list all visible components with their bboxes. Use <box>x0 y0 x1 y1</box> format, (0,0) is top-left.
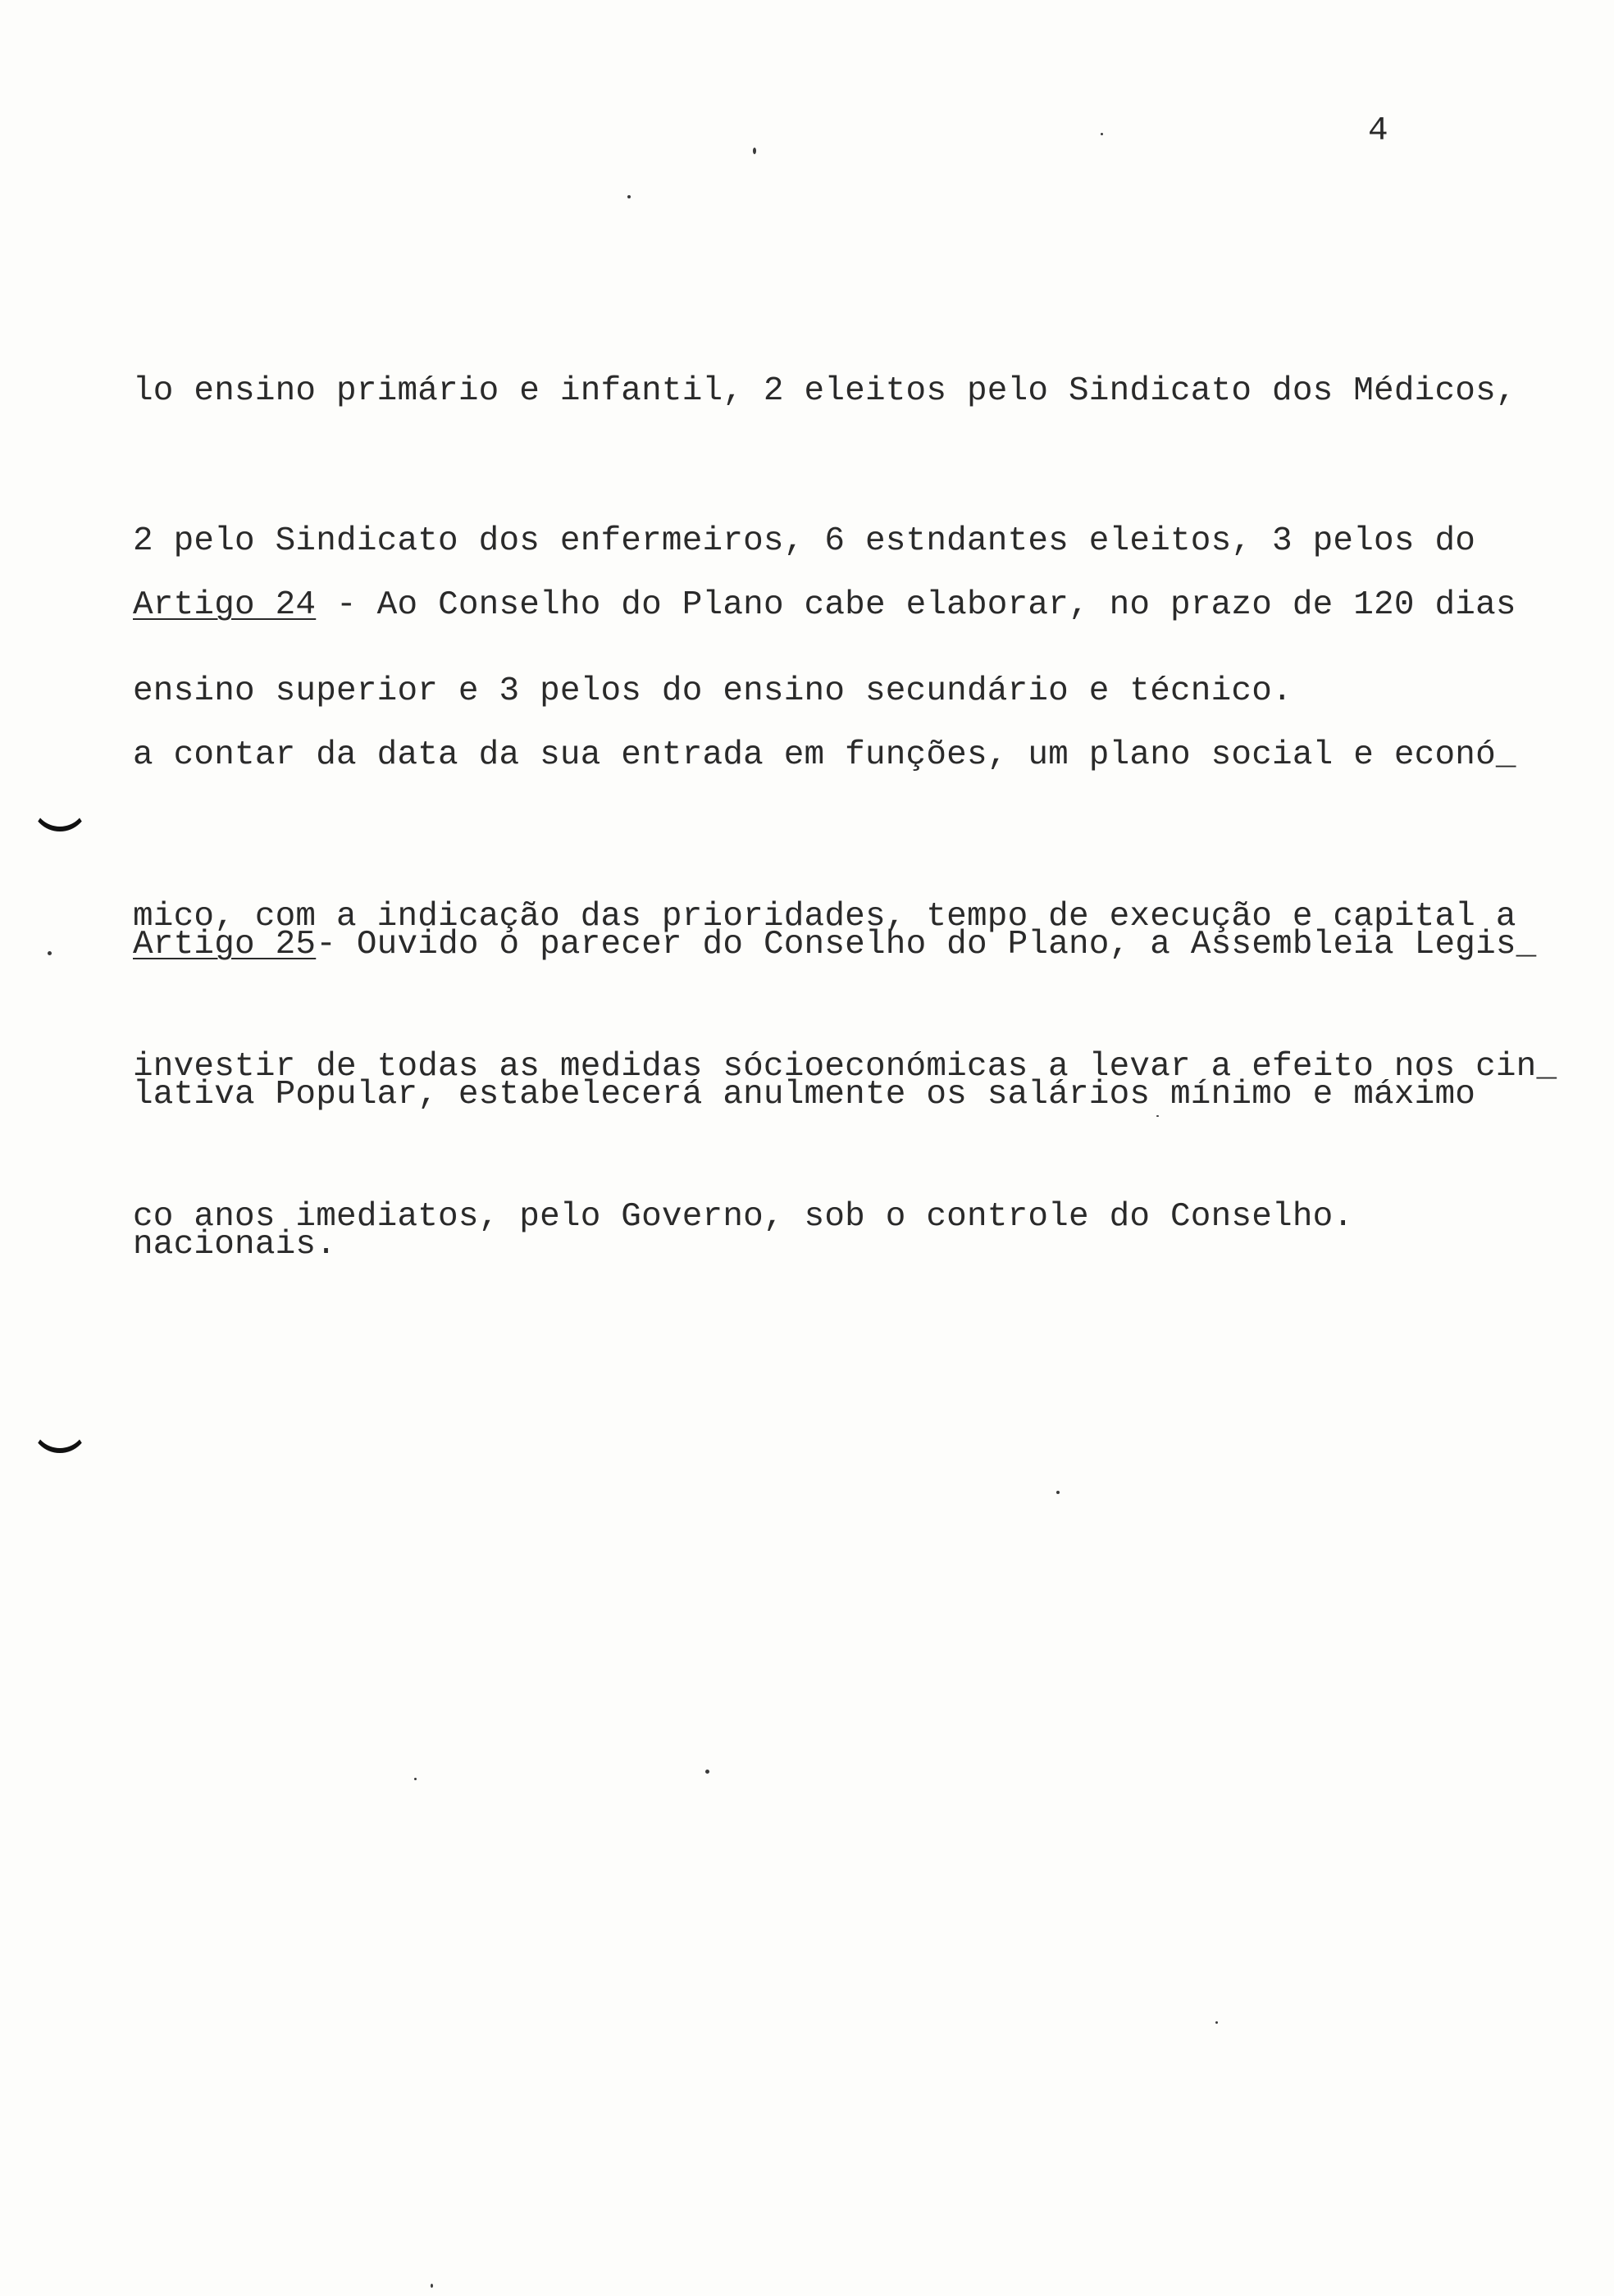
scan-speck <box>627 195 631 198</box>
punch-hole-mark <box>31 797 89 831</box>
scan-speck <box>414 1778 417 1780</box>
text-line: mico, com a indicação das prioridades, tempo de execução e capital a <box>133 898 1516 936</box>
article-label: Artigo 25 <box>133 926 317 963</box>
text-line: lo ensino primário e infantil, 2 eleitos pelo Sindicato dos Médicos, <box>133 372 1516 410</box>
article-25 <box>133 820 1537 1320</box>
text-run: - Ouvido o parecer do Conselho do Plano, a Assembleia Legis_ <box>316 926 1537 963</box>
scan-speck <box>431 2284 433 2288</box>
text-line: lativa Popular, estabelecerá anulmente os salários mínimo e máximo <box>133 1076 1476 1114</box>
text-line <box>133 920 1537 970</box>
scan-speck <box>1215 2021 1218 2024</box>
scan-speck <box>1101 133 1103 135</box>
page-number: 4 <box>1368 112 1388 150</box>
article-label: Artigo 24 <box>133 586 317 624</box>
text-line: ensino superior e 3 pelos do ensino secundário e técnico. <box>133 672 1293 710</box>
text-line: a contar da data da sua entrada em funções, um plano social e econó_ <box>133 736 1516 774</box>
scan-speck <box>705 1770 709 1774</box>
text-line: co anos imediatos, pelo Governo, sob o controle do Conselho. <box>133 1198 1354 1236</box>
text-line: 2 pelo Sindicato dos enfermeiros, 6 estndantes eleitos, 3 pelos do <box>133 522 1476 560</box>
text-line <box>133 581 1557 631</box>
text-run: - Ao Conselho do Plano cabe elaborar, no prazo de 120 dias <box>316 586 1516 624</box>
scan-speck <box>1156 1115 1159 1117</box>
scan-speck <box>1056 1491 1060 1494</box>
scan-speck <box>48 951 52 955</box>
punch-hole-mark <box>31 1419 89 1453</box>
text-line: nacionais. <box>133 1226 337 1264</box>
text-line: investir de todas as medidas sócioeconómicas a levar a efeito nos cin_ <box>133 1048 1557 1086</box>
scan-speck <box>753 148 756 154</box>
